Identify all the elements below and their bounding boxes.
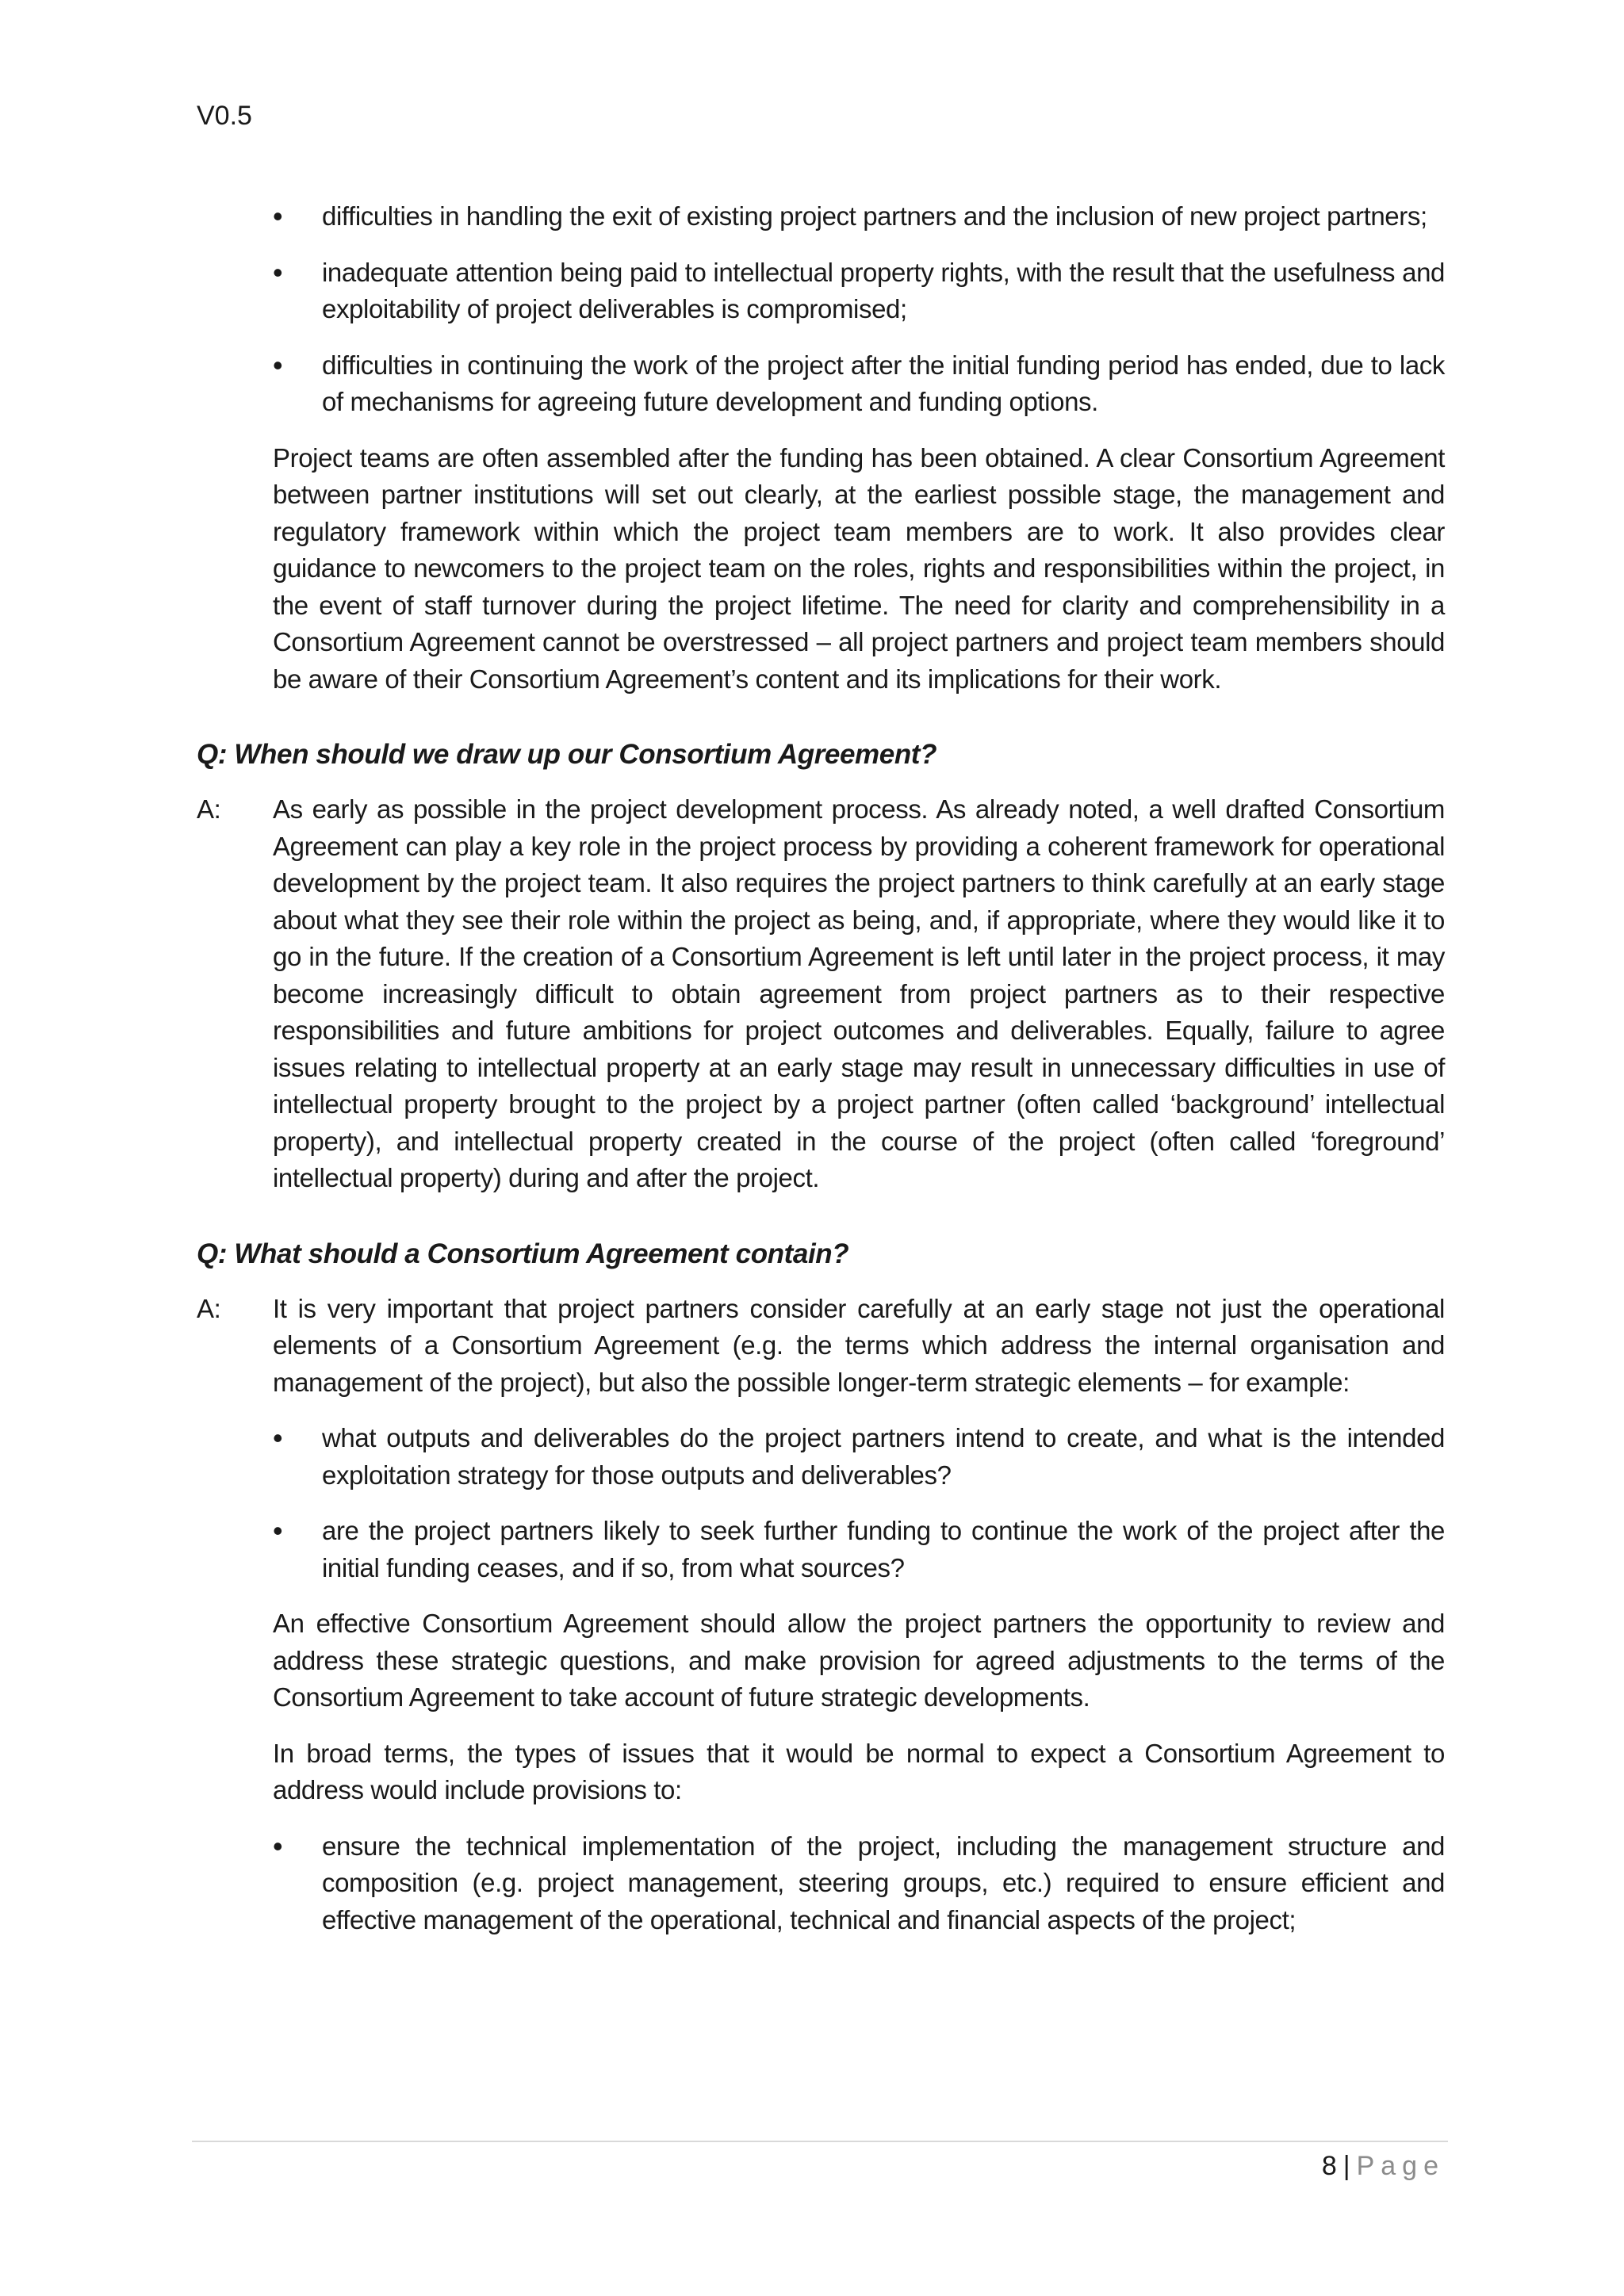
answer-label: A: [197, 1293, 221, 1323]
page-footer [1322, 2147, 1445, 2185]
page-separator: | [1342, 2151, 1350, 2181]
list-item: • difficulties in continuing the work of the project after the initial funding period has ended, due to lack of mechanisms for agreeing future development and funding options. [322, 347, 1445, 421]
answer-label: A: [197, 794, 221, 824]
answer-block-contain [197, 1291, 1445, 1939]
intro-paragraph: Project teams are often assembled after the funding has been obtained. A clear Consortium Agreement between partner institutions will set out clearly, at the earliest possible stage, the management and regulatory framework within which the project team members are to work. It also provides clear guidance to newcomers to the project team on the roles, rights and responsibilities within the project, in the event of staff turnover during the project lifetime. The need for clarity and comprehensibility in a Consortium Agreement cannot be overstressed – all project partners and project team members should be aware of their Consortium Agreement’s content and its implications for their work. [273, 442, 1445, 694]
list-item: • are the project partners likely to seek further funding to continue the work of the project after the initial funding ceases, and if so, from what sources? [322, 1513, 1445, 1586]
document-body [197, 198, 1445, 1957]
answer-paragraph: It is very important that project partners consider carefully at an early stage not just the operational elements of a Consortium Agreement (e.g. the terms which address the internal organisation and management of the project), but also the possible longer-term strategic elements – for example: [273, 1293, 1445, 1397]
strategic-bullet-list [273, 1420, 1445, 1586]
list-item: • inadequate attention being paid to intellectual property rights, with the result that the usefulness and exploitability of project deliverables is compromised; [322, 254, 1445, 328]
page-word: Page [1356, 2151, 1445, 2181]
answer-block-when [197, 791, 1445, 1197]
list-item: • difficulties in handling the exit of existing project partners and the inclusion of new project partners; [322, 198, 1445, 235]
list-item: • ensure the technical implementation of the project, including the management structure and composition (e.g. project management, steering groups, etc.) required to ensure efficient and effective management of the operational, technical and financial aspects of the project; [322, 1828, 1445, 1939]
question-heading-contain: Q: What should a Consortium Agreement contain? [197, 1238, 849, 1269]
intro-bullet-list [197, 198, 1445, 421]
page-number: 8 [1321, 2151, 1337, 2181]
provisions-bullet-list [273, 1828, 1445, 1939]
list-item: • what outputs and deliverables do the project partners intend to create, and what is the intended exploitation strategy for those outputs and deliverables? [322, 1420, 1445, 1494]
answer-paragraph: An effective Consortium Agreement should allow the project partners the opportunity to review and address these strategic questions, and make provision for agreed adjustments to the terms of the Consortium Agreement to take account of future strategic developments. [273, 1609, 1445, 1712]
answer-paragraph: As early as possible in the project development process. As already noted, a well drafted Consortium Agreement can play a key role in the project process by providing a coherent framework for operational development by the project team. It also requires the project partners to think carefully at an early stage about what they see their role within the project as being, and, if appropriate, where they would like it to go in the future. If the creation of a Consortium Agreement is left until later in the project process, it may become increasingly difficult to obtain agreement from project partners as to their respective responsibilities and future ambitions for project outcomes and deliverables. Equally, failure to agree issues relating to intellectual property at an early stage may result in unnecessary difficulties in use of intellectual property brought to the project by a project partner (often called ‘background’ intellectual property), and intellectual property created in the course of the project (often called ‘foreground’ intellectual property) during and after the project. [273, 794, 1445, 1192]
question-heading-when: Q: When should we draw up our Consortium Agreement? [197, 739, 937, 770]
footer-divider [192, 2141, 1448, 2142]
answer-paragraph: In broad terms, the types of issues that it would be normal to expect a Consortium Agreement to address would include provisions to: [273, 1738, 1445, 1804]
version-label: V0.5 [197, 101, 252, 131]
